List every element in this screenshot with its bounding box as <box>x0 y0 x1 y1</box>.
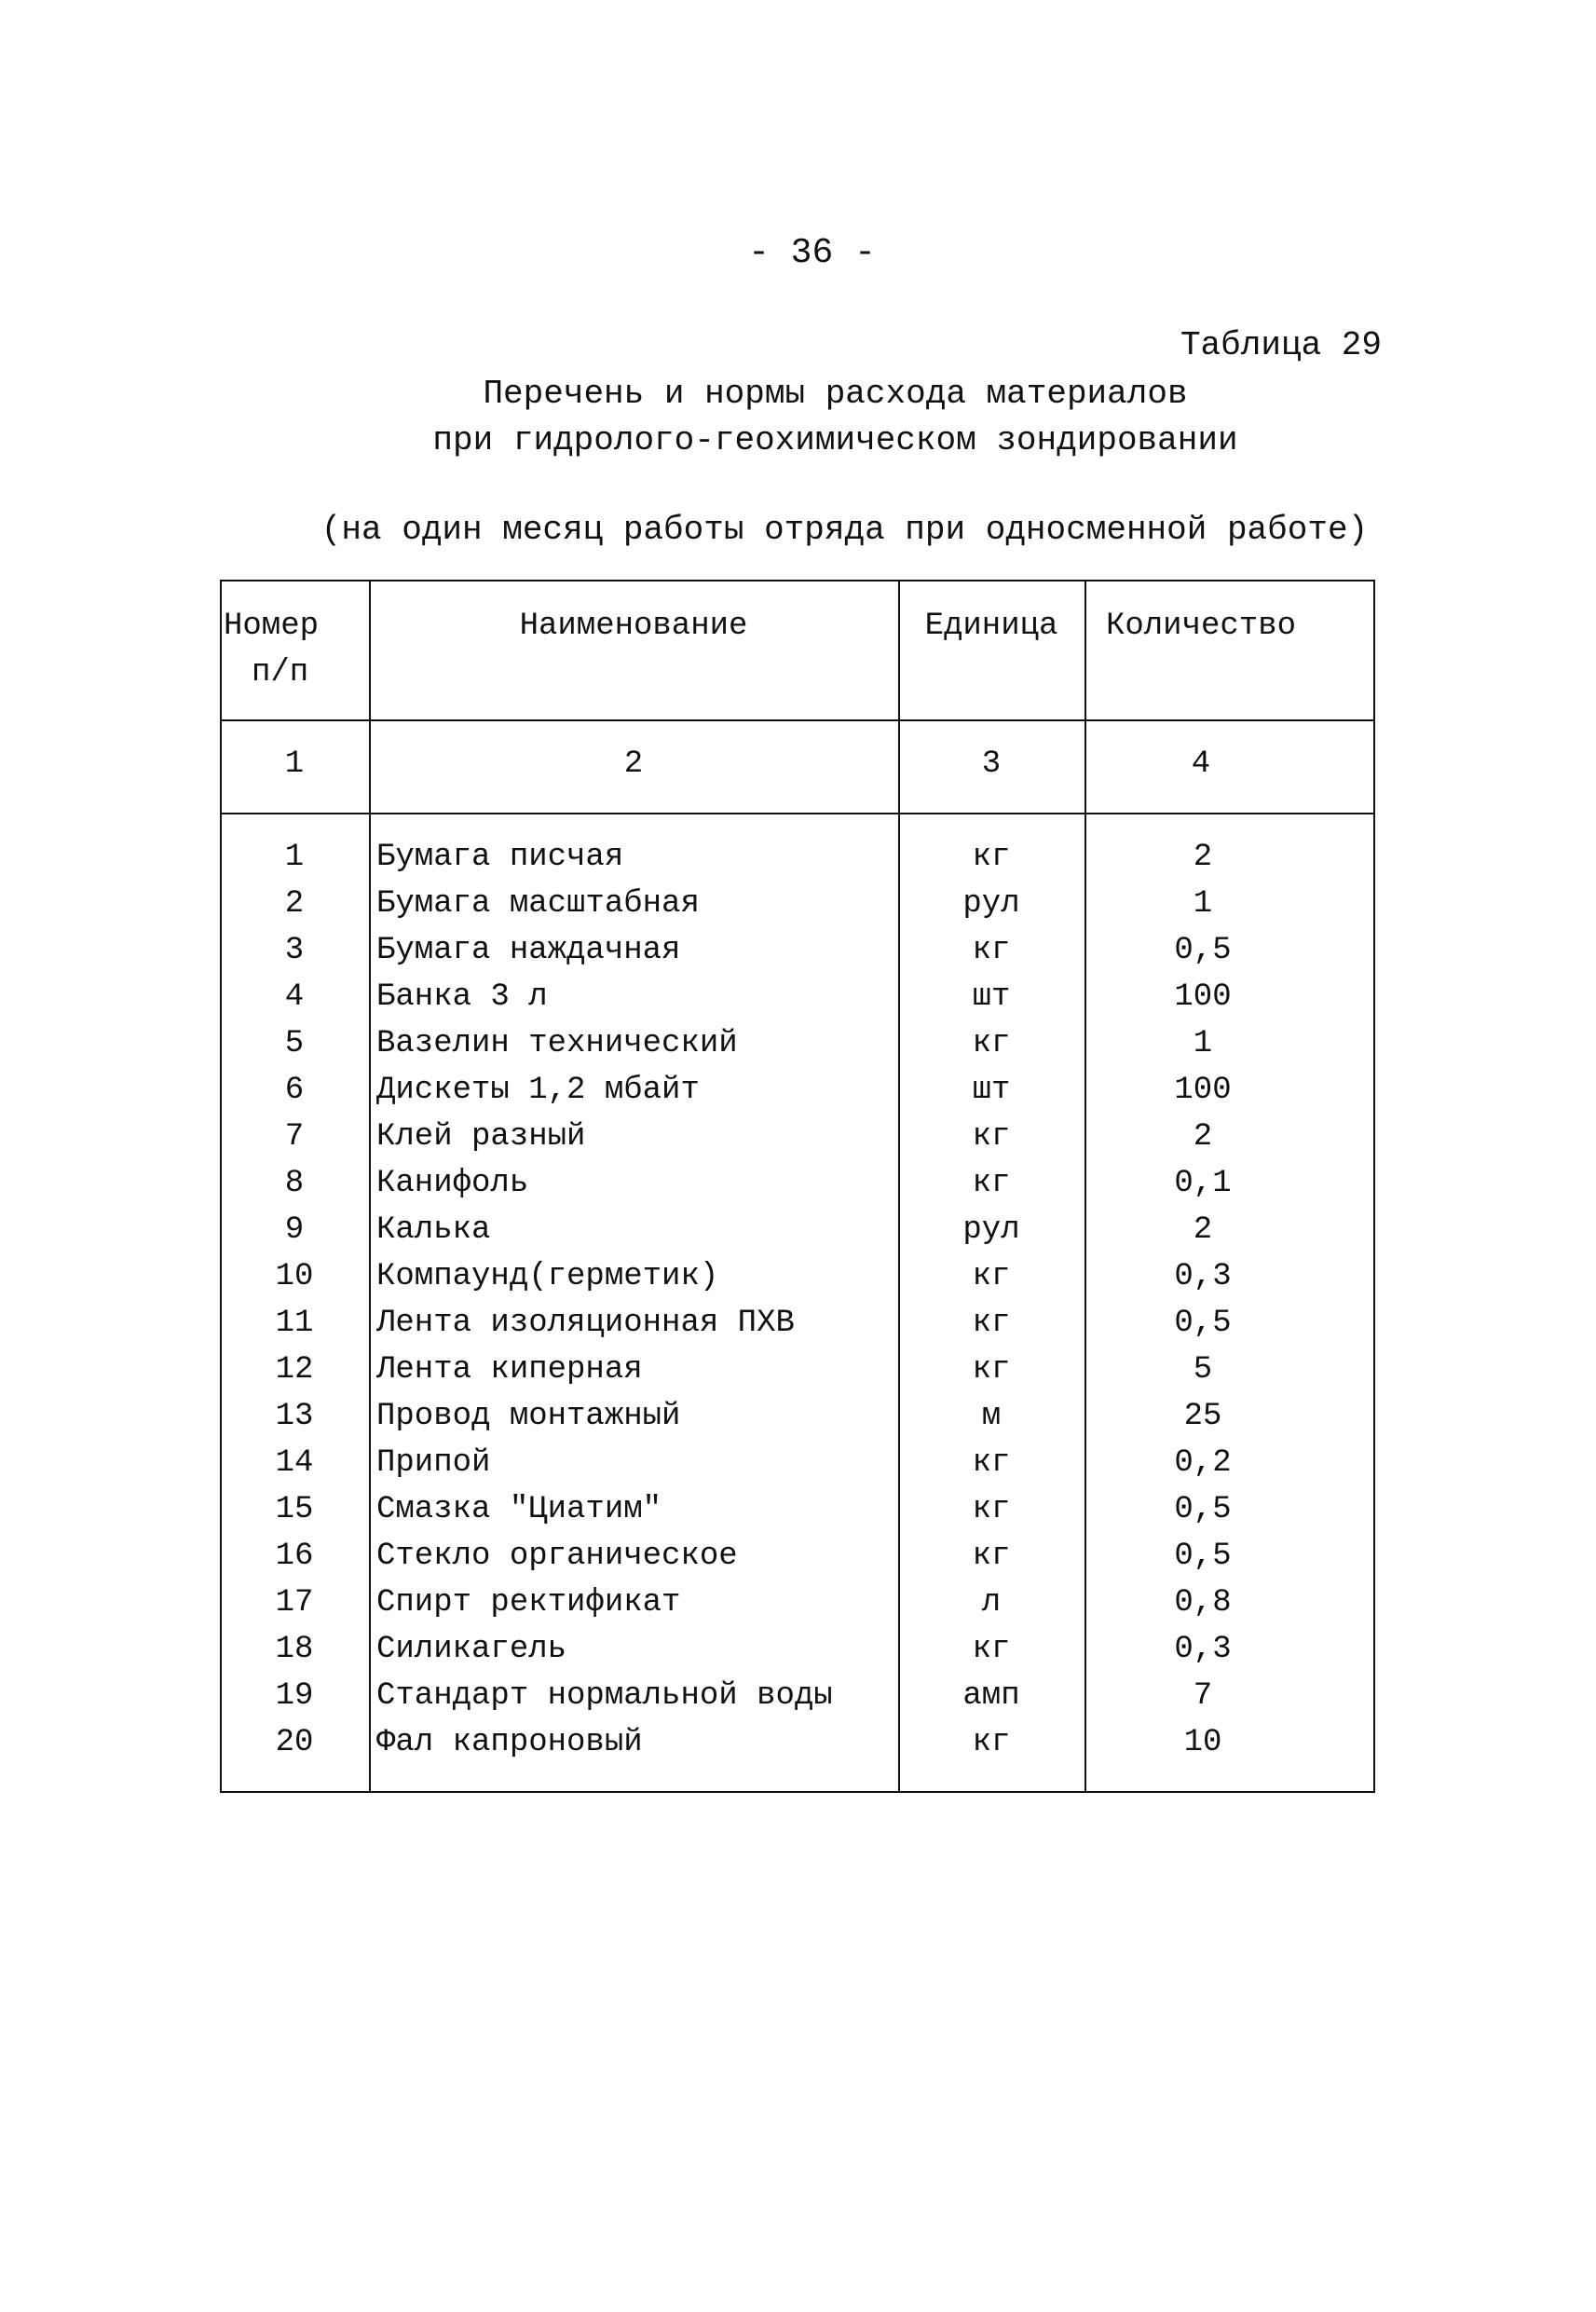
row-name: Смазка "Циатим" <box>376 1492 662 1527</box>
table-border-right <box>1373 580 1375 1793</box>
row-name: Бумага наждачная <box>376 933 681 968</box>
row-unit: м <box>981 1399 1002 1434</box>
row-number: 4 <box>284 979 305 1015</box>
row-quantity: 2 <box>1193 840 1213 875</box>
table-border-bottom <box>220 1791 1375 1793</box>
row-number: 18 <box>275 1632 314 1667</box>
row-quantity: 10 <box>1183 1725 1222 1760</box>
row-quantity: 0,5 <box>1174 1539 1232 1574</box>
row-quantity: 0,8 <box>1174 1585 1232 1621</box>
row-name: Бумага масштабная <box>376 886 700 922</box>
row-unit: рул <box>962 1212 1020 1248</box>
row-quantity: 0,5 <box>1174 1306 1232 1341</box>
row-number: 7 <box>284 1119 305 1155</box>
column-number-2: 2 <box>623 746 644 782</box>
table-border-top <box>220 580 1375 581</box>
row-unit: амп <box>962 1678 1020 1714</box>
row-quantity: 2 <box>1193 1119 1213 1155</box>
row-unit: кг <box>972 1445 1011 1481</box>
row-unit: кг <box>972 1119 1011 1155</box>
title-line-2: при гидролого-геохимическом зондировании <box>432 421 1238 459</box>
row-name: Банка 3 л <box>376 979 548 1015</box>
row-unit: кг <box>972 1539 1011 1574</box>
row-number: 14 <box>275 1445 314 1481</box>
row-unit: кг <box>972 933 1011 968</box>
row-quantity: 0,3 <box>1174 1259 1232 1294</box>
row-name: Канифоль <box>376 1166 529 1201</box>
row-number: 20 <box>275 1725 314 1760</box>
row-number: 2 <box>284 886 305 922</box>
row-number: 19 <box>275 1678 314 1714</box>
column-numbers-divider <box>220 813 1375 814</box>
row-number: 5 <box>284 1026 305 1061</box>
header-unit: Единица <box>924 609 1058 644</box>
row-name: Спирт ректификат <box>376 1585 681 1621</box>
row-unit: кг <box>972 840 1011 875</box>
row-quantity: 0,3 <box>1174 1632 1232 1667</box>
row-number: 13 <box>275 1399 314 1434</box>
column-number-1: 1 <box>284 746 305 782</box>
row-name: Фал капроновый <box>376 1725 643 1760</box>
row-unit: кг <box>972 1632 1011 1667</box>
row-number: 9 <box>284 1212 305 1248</box>
row-number: 10 <box>275 1259 314 1294</box>
row-number: 12 <box>275 1352 314 1388</box>
row-name: Силикагель <box>376 1632 567 1667</box>
materials-table <box>220 580 1375 1793</box>
subtitle: (на один месяц работы отряда при односменной работе) <box>321 511 1369 549</box>
row-name: Клей разный <box>376 1119 586 1155</box>
row-number: 8 <box>284 1166 305 1201</box>
row-quantity: 5 <box>1193 1352 1213 1388</box>
row-quantity: 100 <box>1174 1073 1232 1108</box>
row-number: 6 <box>284 1073 305 1108</box>
row-quantity: 0,5 <box>1174 933 1232 968</box>
row-unit: рул <box>962 886 1020 922</box>
row-quantity: 1 <box>1193 1026 1213 1061</box>
page-number: - 36 - <box>748 233 876 273</box>
row-number: 15 <box>275 1492 314 1527</box>
row-unit: кг <box>972 1166 1011 1201</box>
row-quantity: 100 <box>1174 979 1232 1015</box>
row-quantity: 0,2 <box>1174 1445 1232 1481</box>
row-unit: кг <box>972 1725 1011 1760</box>
header-qty: Количество <box>1105 609 1297 644</box>
row-name: Бумага писчая <box>376 840 624 875</box>
row-unit: шт <box>972 1073 1011 1108</box>
header-num-line2: п/п <box>252 655 309 691</box>
row-name: Лента изоляционная ПХВ <box>376 1306 795 1341</box>
row-unit: кг <box>972 1352 1011 1388</box>
header-num-line1: Номер <box>224 609 320 644</box>
row-name: Компаунд(герметик) <box>376 1259 719 1294</box>
row-quantity: 0,5 <box>1174 1492 1232 1527</box>
row-quantity: 7 <box>1193 1678 1213 1714</box>
row-name: Стекло органическое <box>376 1539 738 1574</box>
row-number: 11 <box>275 1306 314 1341</box>
row-name: Стандарт нормальной воды <box>376 1678 833 1714</box>
row-quantity: 2 <box>1193 1212 1213 1248</box>
row-unit: л <box>981 1585 1002 1621</box>
table-label: Таблица 29 <box>1180 326 1382 364</box>
row-number: 16 <box>275 1539 314 1574</box>
row-name: Лента киперная <box>376 1352 643 1388</box>
header-name: Наименование <box>519 609 748 644</box>
row-number: 1 <box>284 840 305 875</box>
row-quantity: 1 <box>1193 886 1213 922</box>
row-unit: кг <box>972 1026 1011 1061</box>
row-name: Вазелин технический <box>376 1026 738 1061</box>
row-quantity: 0,1 <box>1174 1166 1232 1201</box>
row-name: Провод монтажный <box>376 1399 681 1434</box>
row-quantity: 25 <box>1183 1399 1222 1434</box>
row-number: 17 <box>275 1585 314 1621</box>
column-number-4: 4 <box>1191 746 1211 782</box>
row-name: Припой <box>376 1445 491 1481</box>
header-divider <box>220 719 1375 721</box>
row-unit: кг <box>972 1492 1011 1527</box>
row-unit: кг <box>972 1306 1011 1341</box>
column-number-3: 3 <box>981 746 1002 782</box>
row-number: 3 <box>284 933 305 968</box>
row-unit: кг <box>972 1259 1011 1294</box>
row-unit: шт <box>972 979 1011 1015</box>
title-line-1: Перечень и нормы расхода материалов <box>483 375 1188 413</box>
row-name: Дискеты 1,2 мбайт <box>376 1073 700 1108</box>
row-name: Калька <box>376 1212 491 1248</box>
